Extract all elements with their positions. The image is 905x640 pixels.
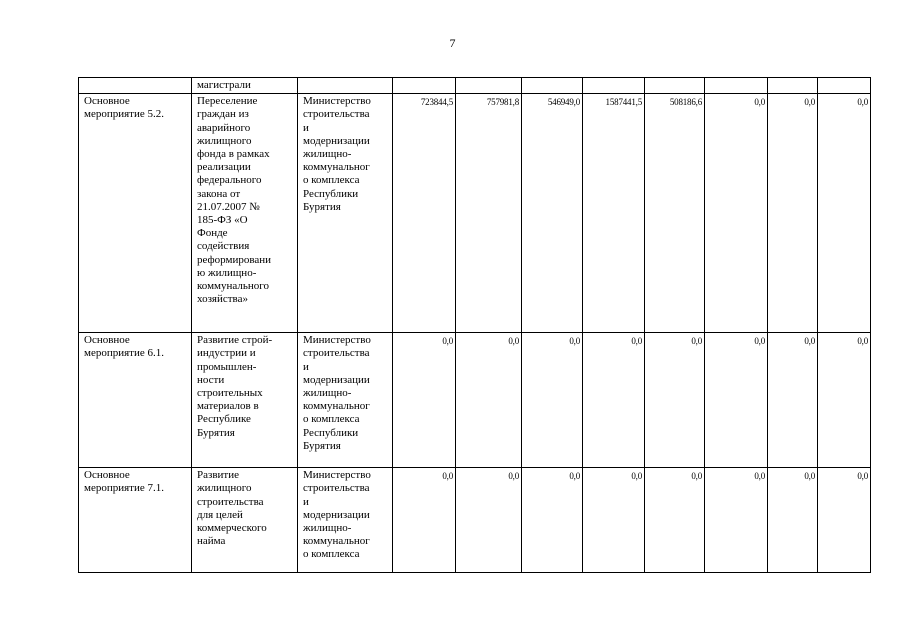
value-cell: 0,0	[818, 94, 871, 333]
value-cell: 0,0	[818, 468, 871, 573]
value-cell: 0,0	[583, 333, 645, 468]
value-cell	[456, 78, 522, 94]
value-cell: 757981,8	[456, 94, 522, 333]
value-cell: 0,0	[705, 333, 768, 468]
executor-cell: Министерство строительства и модернизации жилищно- коммунальног о комплекса Республики Бурятия	[298, 333, 393, 468]
value-cell: 0,0	[583, 468, 645, 573]
executor-cell	[298, 78, 393, 94]
value-cell: 0,0	[645, 333, 705, 468]
value-cell: 0,0	[705, 94, 768, 333]
page-number: 7	[449, 36, 456, 50]
value-cell: 723844,5	[393, 94, 456, 333]
value-cell: 0,0	[705, 468, 768, 573]
measure-cell	[79, 78, 192, 94]
value-cell: 0,0	[522, 468, 583, 573]
value-cell: 546949,0	[522, 94, 583, 333]
measure-name-cell: Развитие строй- индустрии и промышлен- ности строительных материалов в Республике Бурятия	[192, 333, 298, 468]
measure-name-cell: Развитие жилищного строительства для целей коммерческого найма	[192, 468, 298, 573]
value-cell: 0,0	[768, 94, 818, 333]
value-cell	[768, 78, 818, 94]
value-cell: 0,0	[768, 468, 818, 573]
value-cell	[522, 78, 583, 94]
value-cell: 0,0	[393, 468, 456, 573]
measure-cell: Основное мероприятие 6.1.	[79, 333, 192, 468]
table-row-continuation	[79, 78, 871, 94]
measure-cell: Основное мероприятие 7.1.	[79, 468, 192, 573]
value-cell	[705, 78, 768, 94]
measure-name-cell: Переселение граждан из аварийного жилищного фонда в рамках реализации федерального закона от 21.07.2007 № 185-ФЗ «О Фонде содействия реформировани ю жилищно- коммунального хозяйства»	[192, 94, 298, 333]
value-cell	[393, 78, 456, 94]
value-cell: 0,0	[645, 468, 705, 573]
value-cell: 0,0	[456, 333, 522, 468]
table-row	[79, 94, 871, 333]
value-cell: 0,0	[768, 333, 818, 468]
value-cell	[818, 78, 871, 94]
executor-cell: Министерство строительства и модернизации жилищно- коммунальног о комплекса	[298, 468, 393, 573]
table-row	[79, 333, 871, 468]
table-row	[79, 468, 871, 573]
program-measures-table	[78, 77, 871, 573]
value-cell	[583, 78, 645, 94]
value-cell: 508186,6	[645, 94, 705, 333]
executor-cell: Министерство строительства и модернизации жилищно- коммунальног о комплекса Республики Бурятия	[298, 94, 393, 333]
value-cell	[645, 78, 705, 94]
value-cell: 1587441,5	[583, 94, 645, 333]
value-cell: 0,0	[456, 468, 522, 573]
value-cell: 0,0	[393, 333, 456, 468]
value-cell: 0,0	[818, 333, 871, 468]
value-cell: 0,0	[522, 333, 583, 468]
measure-cell: Основное мероприятие 5.2.	[79, 94, 192, 333]
measure-name-cell: магистрали	[192, 78, 298, 94]
